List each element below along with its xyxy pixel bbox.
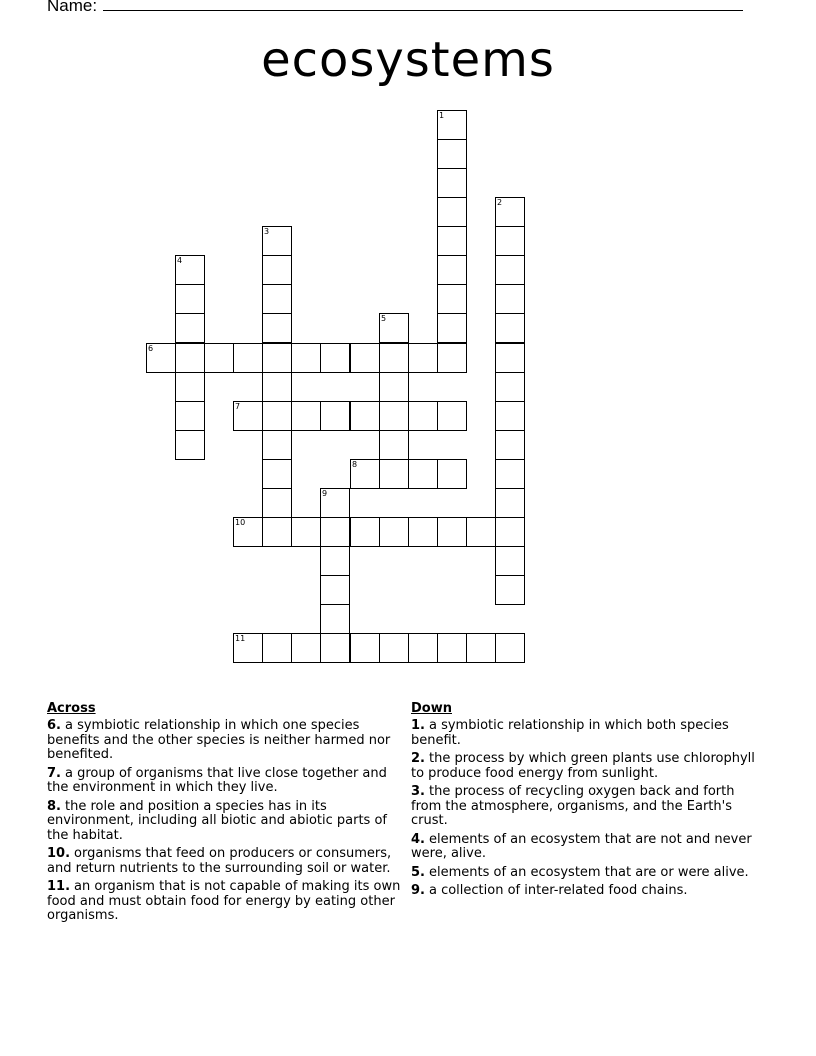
crossword-cell[interactable] <box>320 488 350 518</box>
crossword-cell[interactable] <box>262 226 292 256</box>
crossword-cell[interactable] <box>437 343 467 373</box>
crossword-cell[interactable] <box>262 488 292 518</box>
crossword-cell[interactable] <box>379 459 409 489</box>
crossword-cell[interactable] <box>204 343 234 373</box>
crossword-cell[interactable] <box>495 430 525 460</box>
crossword-cell[interactable] <box>233 517 263 547</box>
clue-down-1 <box>411 719 761 748</box>
clue-number: 11. <box>47 879 71 894</box>
crossword-cell[interactable] <box>175 343 205 373</box>
crossword-cell[interactable] <box>291 401 321 431</box>
crossword-cell[interactable] <box>379 430 409 460</box>
crossword-cell[interactable] <box>495 575 525 605</box>
cell-number: 11 <box>235 634 246 643</box>
crossword-cell[interactable] <box>379 343 409 373</box>
crossword-cell[interactable] <box>262 401 292 431</box>
crossword-cell[interactable] <box>146 343 176 373</box>
across-clues <box>47 700 407 928</box>
crossword-cell[interactable] <box>175 313 205 343</box>
crossword-cell[interactable] <box>379 313 409 343</box>
clue-number: 8. <box>47 798 61 814</box>
crossword-cell[interactable] <box>379 633 409 663</box>
clue-number: 3. <box>411 784 425 799</box>
clue-down-3 <box>411 785 761 829</box>
clue-number: 1. <box>411 718 425 733</box>
clue-down-2 <box>411 752 761 781</box>
name-label: Name: <box>47 0 98 15</box>
clue-number: 7. <box>47 765 61 781</box>
clue-across-10 <box>47 847 407 876</box>
down-clues <box>411 700 761 903</box>
crossword-cell[interactable] <box>437 110 467 140</box>
cell-number: 6 <box>148 344 154 353</box>
cell-number: 5 <box>381 314 387 323</box>
crossword-cell[interactable] <box>495 633 525 663</box>
crossword-cell[interactable] <box>233 401 263 431</box>
crossword-cell[interactable] <box>320 604 350 634</box>
crossword-cell[interactable] <box>262 430 292 460</box>
cell-number: 7 <box>235 402 241 411</box>
cell-number: 10 <box>235 518 246 527</box>
crossword-cell[interactable] <box>408 401 438 431</box>
crossword-cell[interactable] <box>495 401 525 431</box>
crossword-cell[interactable] <box>437 459 467 489</box>
clue-across-11 <box>47 880 407 924</box>
page-title: ecosystems <box>261 32 555 88</box>
crossword-cell[interactable] <box>233 633 263 663</box>
crossword-cell[interactable] <box>495 343 525 373</box>
crossword-cell[interactable] <box>408 343 438 373</box>
clue-text: the process of recycling oxygen back and forth from the atmosphere, organisms, and the Earth's crust. <box>411 784 735 828</box>
clue-text: a collection of inter-related food chains. <box>428 883 688 898</box>
crossword-cell[interactable] <box>320 343 350 373</box>
crossword-cell[interactable] <box>495 226 525 256</box>
clue-number: 4. <box>411 831 425 847</box>
down-heading: Down <box>411 701 452 716</box>
clue-text: a group of organisms that live close together and the environment in which they live. <box>47 765 387 795</box>
crossword-cell[interactable] <box>408 459 438 489</box>
crossword-cell[interactable] <box>175 430 205 460</box>
clue-number: 10. <box>47 846 71 861</box>
crossword-cell[interactable] <box>175 255 205 285</box>
clue-text: elements of an ecosystem that are not and never were, alive. <box>411 831 752 861</box>
crossword-cell[interactable] <box>408 633 438 663</box>
cell-number: 1 <box>439 111 445 120</box>
crossword-cell[interactable] <box>262 255 292 285</box>
cell-number: 9 <box>322 489 328 498</box>
crossword-cell[interactable] <box>495 255 525 285</box>
clue-across-8 <box>47 800 407 844</box>
clue-text: elements of an ecosystem that are or were alive. <box>428 864 749 880</box>
crossword-cell[interactable] <box>262 633 292 663</box>
crossword-cell[interactable] <box>233 343 263 373</box>
crossword-cell[interactable] <box>466 633 496 663</box>
clue-across-7 <box>47 767 407 796</box>
crossword-cell[interactable] <box>437 633 467 663</box>
cell-number: 2 <box>497 198 503 207</box>
crossword-cell[interactable] <box>379 517 409 547</box>
crossword-cell[interactable] <box>437 284 467 314</box>
crossword-cell[interactable] <box>495 459 525 489</box>
crossword-cell[interactable] <box>175 372 205 402</box>
crossword-cell[interactable] <box>350 401 380 431</box>
crossword-cell[interactable] <box>262 313 292 343</box>
clue-down-9 <box>411 884 761 899</box>
clue-text: the role and position a species has in its environment, including all biotic and abiotic parts of the habitat. <box>47 798 387 843</box>
crossword-cell[interactable] <box>408 517 438 547</box>
crossword-cell[interactable] <box>320 517 350 547</box>
crossword-cell[interactable] <box>437 313 467 343</box>
crossword-cell[interactable] <box>437 139 467 169</box>
clue-text: a symbiotic relationship in which both species benefit. <box>411 718 729 748</box>
crossword-cell[interactable] <box>495 488 525 518</box>
clue-number: 5. <box>411 864 425 880</box>
across-heading: Across <box>47 701 96 716</box>
clue-number: 2. <box>411 751 425 766</box>
clue-text: a symbiotic relationship in which one species benefits and the other species is neither harmed nor benefited. <box>47 718 391 762</box>
crossword-cell[interactable] <box>291 633 321 663</box>
clue-number: 9. <box>411 883 425 898</box>
crossword-cell[interactable] <box>379 372 409 402</box>
crossword-cell[interactable] <box>320 633 350 663</box>
clue-down-5 <box>411 866 761 881</box>
cell-number: 3 <box>264 227 270 236</box>
clue-text: the process by which green plants use chlorophyll to produce food energy from sunlight. <box>411 751 755 781</box>
crossword-cell[interactable] <box>495 284 525 314</box>
crossword-cell[interactable] <box>379 401 409 431</box>
clue-text: organisms that feed on producers or consumers, and return nutrients to the surrounding soil or water. <box>47 846 392 876</box>
crossword-cell[interactable] <box>320 546 350 576</box>
crossword-cell[interactable] <box>350 343 380 373</box>
crossword-cell[interactable] <box>437 255 467 285</box>
crossword-cell[interactable] <box>350 517 380 547</box>
crossword-cell[interactable] <box>495 197 525 227</box>
crossword-cell[interactable] <box>320 575 350 605</box>
crossword-cell[interactable] <box>495 372 525 402</box>
cell-number: 4 <box>177 256 183 265</box>
crossword-cell[interactable] <box>437 226 467 256</box>
crossword-cell[interactable] <box>175 401 205 431</box>
crossword-cell[interactable] <box>320 401 350 431</box>
crossword-cell[interactable] <box>437 401 467 431</box>
crossword-cell[interactable] <box>495 546 525 576</box>
crossword-cell[interactable] <box>291 517 321 547</box>
crossword-cell[interactable] <box>291 343 321 373</box>
clue-text: an organism that is not capable of making its own food and must obtain food for energy by eating other organisms. <box>47 879 401 923</box>
crossword-cell[interactable] <box>262 372 292 402</box>
crossword-cell[interactable] <box>437 168 467 198</box>
crossword-cell[interactable] <box>175 284 205 314</box>
crossword-cell[interactable] <box>262 343 292 373</box>
crossword-cell[interactable] <box>437 197 467 227</box>
crossword-cell[interactable] <box>466 517 496 547</box>
crossword-cell[interactable] <box>262 517 292 547</box>
crossword-cell[interactable] <box>437 517 467 547</box>
crossword-cell[interactable] <box>350 633 380 663</box>
clue-across-6 <box>47 719 407 763</box>
cell-number: 8 <box>352 460 358 469</box>
clue-number: 6. <box>47 718 61 733</box>
crossword-cell[interactable] <box>262 284 292 314</box>
crossword-cell[interactable] <box>495 313 525 343</box>
crossword-cell[interactable] <box>495 517 525 547</box>
clue-down-4 <box>411 833 761 862</box>
crossword-cell[interactable] <box>262 459 292 489</box>
crossword-cell[interactable] <box>350 459 380 489</box>
